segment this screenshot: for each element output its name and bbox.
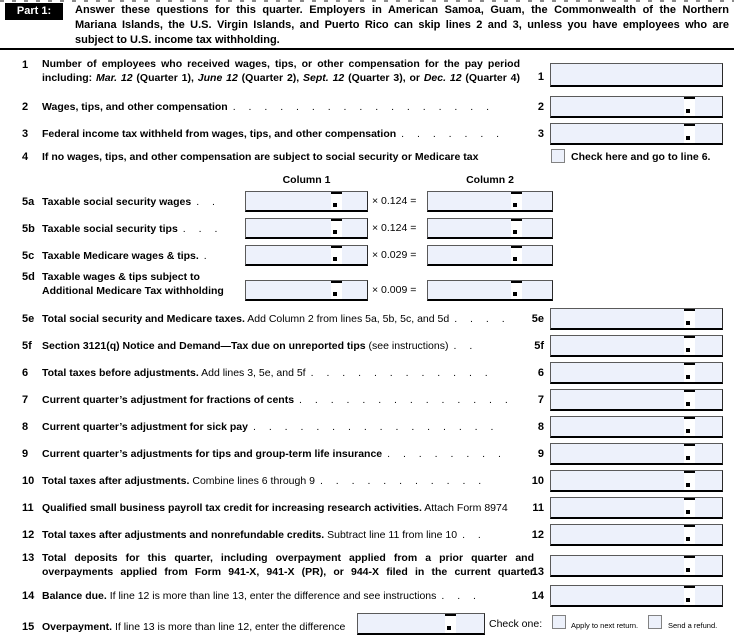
- line3-number-left: 3: [22, 128, 29, 140]
- line12-label: Total taxes after adjustments and nonrefundable credits. Subtract line 11 from line 10 . .: [42, 529, 481, 541]
- dot-leader: . . . . . . . . . . . . . . . .: [252, 421, 494, 433]
- cents-divider: [511, 192, 522, 210]
- line11-label: Qualified small business payroll tax credit for increasing research activities. Attach Form 8974: [42, 502, 508, 514]
- cents-divider: [684, 586, 695, 605]
- line5a-label: Taxable social security wages . .: [42, 196, 215, 208]
- line5b-col1-field[interactable]: [245, 218, 368, 239]
- cents-divider: [684, 390, 695, 409]
- line5b-rate: × 0.124 =: [372, 222, 417, 234]
- line14-amount-field[interactable]: [550, 585, 723, 607]
- cents-divider: [684, 124, 695, 143]
- line15-refund-checkbox[interactable]: [648, 615, 662, 629]
- cents-divider: [684, 471, 695, 490]
- cents-divider: [511, 246, 522, 264]
- decimal-point: [686, 321, 690, 325]
- line5c-number: 5c: [22, 250, 35, 262]
- dot-leader: .: [203, 250, 207, 262]
- line13-text-2: overpayments applied from Form 941-X, 941-X (PR), or 944-X filed in the current quarter: [42, 566, 534, 578]
- decimal-point: [513, 203, 517, 207]
- line10-number-right: 10: [531, 475, 544, 487]
- cents-divider: [684, 498, 695, 517]
- cents-divider: [511, 219, 522, 237]
- line2-number-left: 2: [22, 101, 29, 113]
- line5f-amount-field[interactable]: [550, 335, 723, 357]
- line10-amount-field[interactable]: [550, 470, 723, 492]
- line8-amount-field[interactable]: [550, 416, 723, 438]
- dot-leader: . . .: [441, 590, 476, 602]
- decimal-point: [686, 109, 690, 113]
- part1-label: Part 1:: [5, 3, 63, 20]
- line5d-col2-field[interactable]: [427, 280, 553, 301]
- dot-leader: . . . . . . . . . . . .: [310, 367, 488, 379]
- line15-amount-field[interactable]: [357, 613, 485, 635]
- dot-leader: . . .: [182, 223, 218, 235]
- line5b-col2-field[interactable]: [427, 218, 553, 239]
- line5d-col1-field[interactable]: [245, 280, 368, 301]
- header-divider: [0, 48, 734, 50]
- decimal-point: [686, 402, 690, 406]
- line9-number-left: 9: [22, 448, 29, 460]
- cents-divider: [684, 336, 695, 355]
- decimal-point: [686, 456, 690, 460]
- dot-leader: . .: [196, 196, 215, 208]
- line4-label: If no wages, tips, and other compensation are subject to social security or Medicare tax: [42, 151, 479, 163]
- instructions-line2: Mariana Islands, the U.S. Virgin Islands, and Puerto Rico can skip lines 2 and 3, unless you have employees who are: [75, 18, 729, 31]
- cents-divider: [445, 614, 456, 633]
- cents-divider: [331, 281, 342, 299]
- cents-divider: [684, 556, 695, 575]
- cents-divider: [684, 525, 695, 544]
- line6-number-right: 6: [537, 367, 544, 379]
- line5a-col1-field[interactable]: [245, 191, 368, 212]
- line14-label: Balance due. If line 12 is more than line 13, enter the difference and see instructions . . .: [42, 590, 476, 602]
- line8-label: Current quarter’s adjustment for sick pay . . . . . . . . . . . . . . . .: [42, 421, 494, 433]
- line12-number-right: 12: [531, 529, 544, 541]
- line10-number-left: 10: [22, 475, 35, 487]
- line15-label: Overpayment. If line 13 is more than line 12, enter the difference: [42, 621, 346, 633]
- line11-number-right: 11: [532, 502, 544, 514]
- line5f-number-left: 5f: [22, 340, 32, 352]
- line3-label: Federal income tax withheld from wages, tips, and other compensation . . . . . . .: [42, 128, 500, 140]
- cents-divider: [684, 417, 695, 436]
- dot-leader: . . . . . . . . . . . . . . . . .: [232, 101, 489, 113]
- line1-number-left: 1: [22, 59, 29, 71]
- line5d-rate: × 0.009 =: [372, 284, 417, 296]
- line14-number-left: 14: [22, 590, 35, 602]
- dot-leader: . . . .: [454, 313, 505, 325]
- line4-number-left: 4: [22, 151, 29, 163]
- line13-label: [42, 551, 534, 579]
- part1-instructions: [75, 3, 729, 47]
- instructions-line1: Answer these questions for this quarter. Employers in American Samoa, Guam, the Commonwealth of the Northern: [75, 4, 729, 16]
- line13-number-left: 13: [22, 552, 35, 564]
- line7-number-left: 7: [22, 394, 29, 406]
- decimal-point: [686, 483, 690, 487]
- line15-check-one-label: Check one:: [489, 618, 543, 630]
- decimal-point: [513, 230, 517, 234]
- line5d-text-1: Taxable wages & tips subject to: [42, 271, 200, 283]
- dot-leader: . .: [462, 529, 481, 541]
- line4-checkbox-label: Check here and go to line 6.: [571, 151, 711, 163]
- line5a-number: 5a: [22, 196, 35, 208]
- decimal-point: [686, 348, 690, 352]
- decimal-point: [513, 257, 517, 261]
- decimal-point: [333, 203, 337, 207]
- line2-amount-field[interactable]: [550, 96, 723, 118]
- line5c-label: Taxable Medicare wages & tips. .: [42, 250, 207, 262]
- line1-text-2: including: Mar. 12 (Quarter 1), June 12 (Quarter 2), Sept. 12 (Quarter 3), or Dec. 12 (Quarter 4): [42, 72, 521, 84]
- dot-leader: . . . . . . . . . . .: [319, 475, 482, 487]
- line15-number-left: 15: [22, 621, 35, 633]
- line15-apply-label: Apply to next return.: [571, 621, 639, 630]
- line11-number-left: 11: [22, 502, 34, 514]
- line5c-rate: × 0.029 =: [372, 249, 417, 261]
- line15-apply-checkbox[interactable]: [552, 615, 566, 629]
- line2-number-right: 2: [537, 101, 544, 113]
- line9-amount-field[interactable]: [550, 443, 723, 465]
- dot-leader: . . . . . . . .: [387, 448, 501, 460]
- decimal-point: [686, 136, 690, 140]
- line5a-rate: × 0.124 =: [372, 195, 417, 207]
- line10-label: Total taxes after adjustments. Combine lines 6 through 9 . . . . . . . . . . .: [42, 475, 482, 487]
- line1-number-right: 1: [537, 71, 544, 83]
- line6-amount-field[interactable]: [550, 362, 723, 384]
- decimal-point: [447, 626, 451, 630]
- line1-text-1: Number of employees who received wages, tips, or other compensation for the pay period: [42, 58, 520, 70]
- line7-amount-field[interactable]: [550, 389, 723, 411]
- top-crop-marks: [0, 0, 734, 2]
- decimal-point: [333, 292, 337, 296]
- line5b-label: Taxable social security tips . . .: [42, 223, 218, 235]
- line1-label: [42, 57, 520, 85]
- line13-text-1: Total deposits for this quarter, including overpayment applied from a prior quarter and: [42, 552, 534, 564]
- line12-amount-field[interactable]: [550, 524, 723, 546]
- line5f-label: Section 3121(q) Notice and Demand—Tax due on unreported tips (see instructions) . .: [42, 340, 473, 352]
- line7-number-right: 7: [537, 394, 544, 406]
- decimal-point: [686, 375, 690, 379]
- line6-label: Total taxes before adjustments. Add lines 3, 5e, and 5f . . . . . . . . . . . .: [42, 367, 488, 379]
- line5c-col1-field[interactable]: [245, 245, 368, 266]
- column1-header: Column 1: [282, 174, 331, 186]
- line3-number-right: 3: [537, 128, 544, 140]
- line13-amount-field[interactable]: [550, 555, 723, 577]
- dot-leader: . . . . . . . . . . . . . .: [299, 394, 508, 406]
- cents-divider: [684, 444, 695, 463]
- cents-divider: [331, 219, 342, 237]
- line5d-text-2: Additional Medicare Tax withholding: [42, 285, 224, 297]
- dot-leader: . .: [453, 340, 473, 352]
- cents-divider: [684, 309, 695, 328]
- line5a-col2-field[interactable]: [427, 191, 553, 212]
- line5b-number: 5b: [22, 223, 35, 235]
- line7-label: Current quarter’s adjustment for fractions of cents . . . . . . . . . . . . . .: [42, 394, 508, 406]
- line8-number-left: 8: [22, 421, 29, 433]
- decimal-point: [513, 292, 517, 296]
- line4-checkbox[interactable]: [551, 149, 565, 163]
- dot-leader: . . . . . . .: [401, 128, 500, 140]
- cents-divider: [684, 97, 695, 116]
- line5e-amount-field[interactable]: [550, 308, 723, 330]
- line11-amount-field[interactable]: [550, 497, 723, 519]
- line5d-label: [42, 270, 244, 298]
- line2-label: Wages, tips, and other compensation . . . . . . . . . . . . . . . . .: [42, 101, 489, 113]
- decimal-point: [686, 598, 690, 602]
- decimal-point: [686, 510, 690, 514]
- cents-divider: [331, 192, 342, 210]
- line5f-number-right: 5f: [534, 340, 544, 352]
- decimal-point: [333, 230, 337, 234]
- line5d-number: 5d: [22, 271, 35, 283]
- line9-label: Current quarter’s adjustments for tips and group-term life insurance . . . . . . . .: [42, 448, 501, 460]
- line15-refund-label: Send a refund.: [668, 621, 718, 630]
- column2-header: Column 2: [466, 174, 514, 186]
- line3-amount-field[interactable]: [550, 123, 723, 145]
- decimal-point: [686, 537, 690, 541]
- line8-number-right: 8: [537, 421, 544, 433]
- line6-number-left: 6: [22, 367, 29, 379]
- line1-field[interactable]: [550, 63, 723, 87]
- instructions-line3: subject to U.S. income tax withholding.: [75, 33, 280, 46]
- line5e-number-right: 5e: [531, 313, 544, 325]
- decimal-point: [686, 429, 690, 433]
- line12-number-left: 12: [22, 529, 35, 541]
- line13-number-right: 13: [531, 566, 544, 578]
- decimal-point: [333, 257, 337, 261]
- line5e-label: Total social security and Medicare taxes. Add Column 2 from lines 5a, 5b, 5c, and 5d . . . .: [42, 313, 505, 325]
- cents-divider: [331, 246, 342, 264]
- line9-number-right: 9: [537, 448, 544, 460]
- cents-divider: [511, 281, 522, 299]
- decimal-point: [686, 568, 690, 572]
- line5c-col2-field[interactable]: [427, 245, 553, 266]
- line5e-number-left: 5e: [22, 313, 35, 325]
- cents-divider: [684, 363, 695, 382]
- line14-number-right: 14: [531, 590, 544, 602]
